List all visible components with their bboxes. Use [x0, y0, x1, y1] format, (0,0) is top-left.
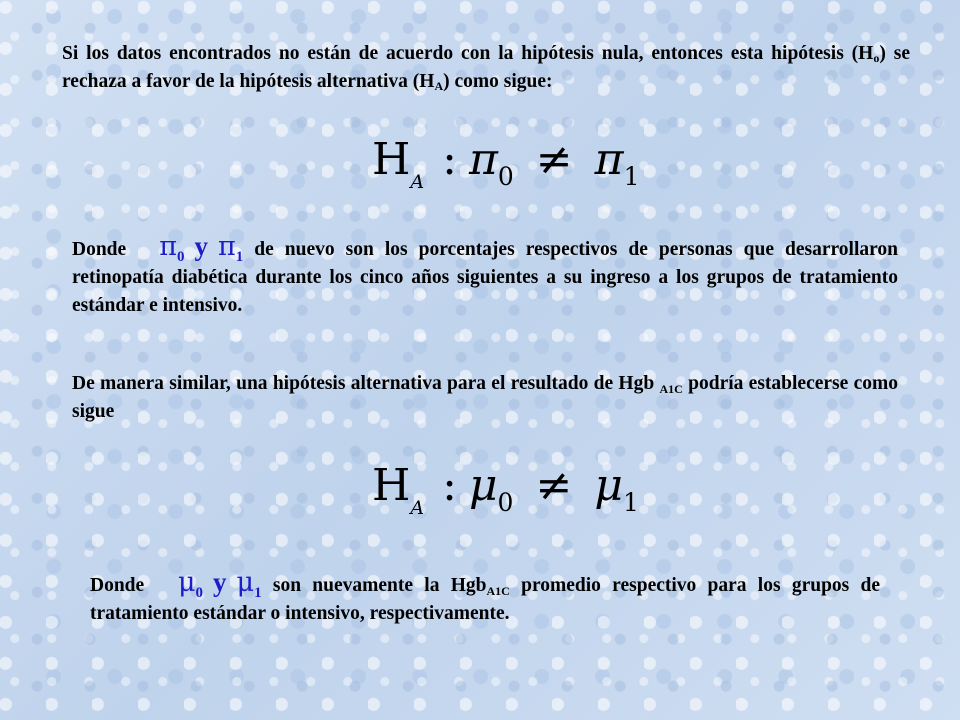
- formula-proportions: [372, 134, 640, 193]
- h-null-subscript: o: [873, 51, 880, 65]
- p3-text-a: De manera similar, una hipótesis alternativa para el resultado de Hgb: [72, 373, 655, 394]
- p4-donde: Donde: [90, 575, 145, 596]
- formula1-rhs-index: 1: [623, 162, 640, 191]
- pi1-symbol: π: [218, 231, 236, 262]
- p2-donde: Donde: [72, 239, 127, 260]
- formula2-colon: :: [442, 460, 457, 511]
- formula1-h: H: [372, 134, 411, 185]
- intro-text-a: Si los datos encontrados no están de acuerdo con la hipótesis nula, entonces esta hipótesis (H: [62, 43, 874, 64]
- mu0-index: 0: [195, 585, 204, 601]
- formula1-lhs-index: 0: [497, 162, 514, 191]
- pi0-symbol: π: [159, 231, 177, 262]
- means-explanation: [90, 568, 880, 628]
- pi0-index: 0: [177, 249, 185, 265]
- p2-text: de nuevo son los porcentajes respectivos de personas que desarrollaron retinopatía diabética durante los cinco años siguientes a su ingreso a los grupos de tratamiento estándar e intensivo.: [72, 239, 899, 316]
- p4-text-a: son nuevamente la Hgb: [272, 575, 487, 596]
- mu1-symbol: μ: [236, 567, 255, 598]
- p4-text-b: promedio respectivo para los grupos de tratamiento estándar o intensivo, respectivamente.: [90, 575, 881, 624]
- intro-paragraph: [62, 40, 910, 96]
- formula2-not-equal: ≠: [535, 460, 573, 511]
- formula1-h-subscript: A: [410, 171, 425, 193]
- p4-connector-y: y: [213, 567, 227, 597]
- formula-means: [372, 460, 639, 519]
- intro-text-c: ) como sigue:: [443, 71, 553, 92]
- hgb-intro-paragraph: [72, 370, 898, 426]
- formula1-colon: :: [442, 134, 457, 185]
- formula2-h: H: [372, 460, 411, 511]
- proportions-explanation: [72, 232, 898, 320]
- h-alt-subscript: A: [434, 79, 444, 93]
- p2-connector-y: y: [194, 231, 208, 261]
- p3-text-b: podría establecerse como sigue: [72, 373, 898, 422]
- mu1-index: 1: [254, 585, 262, 601]
- p3-a1c-subscript: A1C: [659, 382, 683, 396]
- formula1-rhs-symbol: π: [594, 134, 624, 185]
- mu0-symbol: μ: [177, 567, 196, 598]
- formula2-rhs-index: 1: [622, 488, 639, 517]
- formula2-lhs-symbol: μ: [468, 460, 498, 511]
- intro-text-b: ) se rechaza a favor de la hipótesis alternativa (H: [62, 43, 910, 92]
- formula2-h-subscript: A: [410, 497, 425, 519]
- p4-a1c-subscript: A1C: [486, 584, 510, 598]
- formula1-lhs-symbol: π: [468, 134, 498, 185]
- formula2-lhs-index: 0: [497, 488, 514, 517]
- formula1-not-equal: ≠: [535, 134, 573, 185]
- pi1-index: 1: [235, 249, 244, 265]
- formula2-rhs-symbol: μ: [594, 460, 623, 511]
